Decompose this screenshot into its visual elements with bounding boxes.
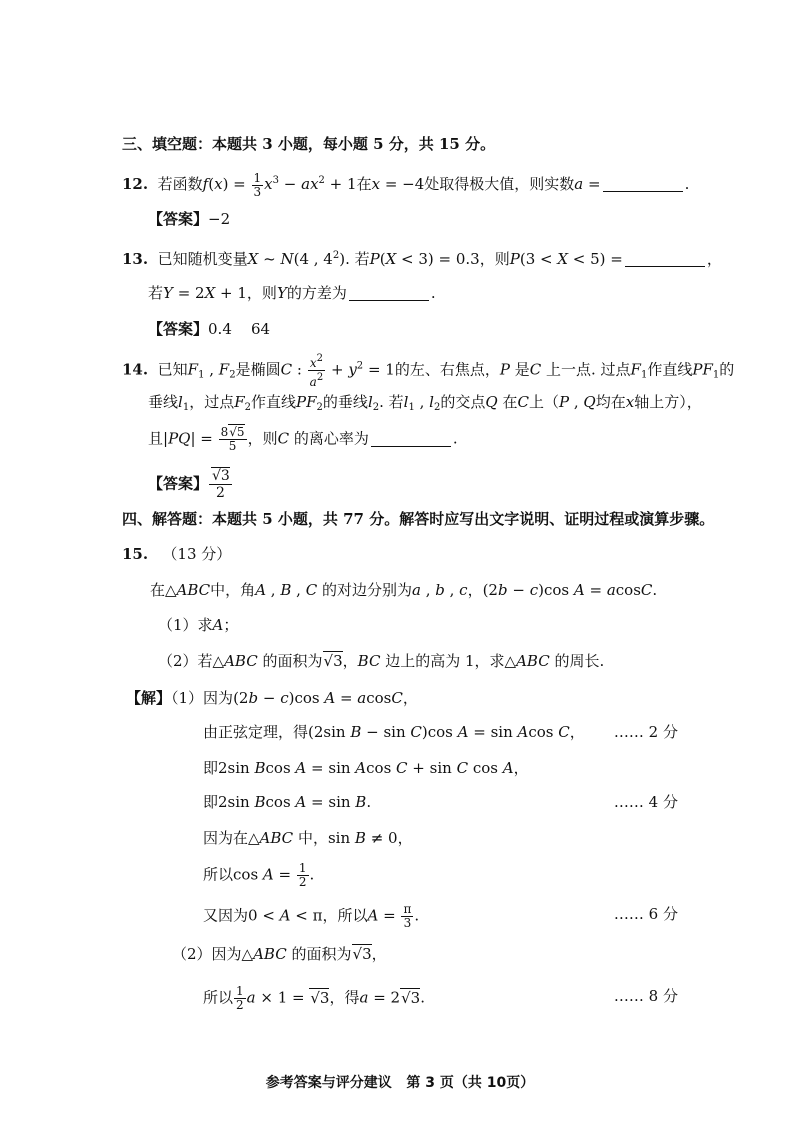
score-mark: …… 4 分 bbox=[613, 793, 678, 811]
question-14: 14. 已知$F_1$ , $F_2$是椭圆C : $\frac{x^2}{a^2}$ + $y^2 = 1$的左、右焦点，P 是C 上一点. 过点$F_1$作直线$PF_1$的 bbox=[122, 353, 735, 389]
q14-text: 的左、右焦点， bbox=[394, 360, 500, 379]
question-number: 12. bbox=[122, 175, 149, 193]
math-expr: f bbox=[202, 175, 209, 193]
q14-text: ，则 bbox=[247, 429, 278, 448]
q14-text: 的交点 bbox=[440, 393, 486, 411]
question-number: 14. bbox=[122, 360, 149, 379]
q14-text: 作直线 bbox=[251, 393, 297, 411]
q15-step-7: 又因为0 < A < π，所以A = $\frac{\pi}{3}$ . bbox=[203, 902, 420, 930]
fraction: $\frac{x^2}{a^2}$ bbox=[309, 353, 324, 389]
q14-text: ，过点 bbox=[189, 393, 235, 411]
q12-answer bbox=[148, 208, 230, 230]
solution-label: 【解】 bbox=[126, 689, 172, 707]
answer-label: 【答案】 bbox=[148, 210, 209, 228]
q15-part2: （2）若△ABC 的面积为√3，BC 边上的高为 1，求△ABC 的周长. bbox=[158, 652, 605, 670]
q14-text: 是椭圆 bbox=[235, 360, 281, 379]
answer-value: 0.4 64 bbox=[208, 320, 271, 338]
q14-line2: 垂线$l_1$，过点$F_2$作直线$PF_2$的垂线$l_2$. 若$l_1$ , $l_2$的交点Q 在C上（P , Q均在x轴上方）， bbox=[148, 393, 702, 413]
q14-end: . bbox=[452, 429, 458, 448]
q14-text: 且 bbox=[148, 429, 164, 448]
q14-text: 在 bbox=[502, 393, 518, 411]
q15-step-5: 因为在△ABC 中，sin B ≠ 0， bbox=[203, 829, 413, 847]
q14-text: 已知 bbox=[157, 360, 188, 379]
q15-step-3: 即2sin Bcos A = sin Acos C + sin C cos A， bbox=[203, 759, 529, 777]
q15-solution-2: （2）因为△ABC 的面积为√3， bbox=[172, 945, 387, 963]
q13-text: 已知随机变量 bbox=[157, 250, 248, 268]
q12-end: . bbox=[684, 175, 690, 193]
answer-label: 【答案】 bbox=[148, 320, 209, 338]
q13-text: ，则 bbox=[246, 284, 277, 302]
section4-heading: 四、解答题：本题共 5 小题，共 77 分。解答时应写出文字说明、证明过程或演算步骤。 bbox=[122, 510, 715, 528]
q13-text: . 若 bbox=[345, 250, 370, 268]
q14-answer bbox=[148, 468, 233, 501]
fraction: $\frac{\pi}{3}$ bbox=[403, 902, 412, 930]
question-points: （13 分） bbox=[162, 545, 232, 563]
q14-text: 上一点. 过点 bbox=[546, 360, 631, 379]
q15-step-6: 所以cos A = $\frac{1}{2}$ . bbox=[203, 861, 315, 889]
answer-value: −2 bbox=[208, 210, 231, 228]
score-mark: …… 8 分 bbox=[613, 987, 678, 1005]
q13-answer bbox=[148, 318, 270, 340]
q13-line2: 若Y = 2X + 1，则Y的方差为 . bbox=[148, 284, 436, 302]
q15-step-9: 所以 $\frac{1}{2}$ a × 1 = √3，得a = 2√3. bbox=[203, 984, 425, 1012]
q15-stem: 在△ABC中，角A , B , C 的对边分别为a , b , c，(2b − c)cos A = acosC. bbox=[150, 581, 658, 599]
q14-text: 均在 bbox=[595, 393, 626, 411]
question-15 bbox=[122, 543, 231, 565]
q14-text: 垂线 bbox=[148, 393, 179, 411]
score-mark: …… 2 分 bbox=[613, 723, 678, 741]
q13-text: 若 bbox=[148, 284, 164, 302]
answer-label: 【答案】 bbox=[148, 474, 209, 493]
fraction: $\frac{1}{2}$ bbox=[236, 984, 244, 1012]
q15-step-2: 由正弦定理，得(2sin B − sin C)cos A = sin Acos C， bbox=[203, 723, 585, 741]
q14-text: 的 bbox=[719, 360, 735, 379]
q12-text: 在 bbox=[356, 175, 372, 193]
fraction: $\frac{8√5}{5}$ bbox=[220, 425, 245, 453]
q14-text: 是 bbox=[514, 360, 530, 379]
fraction: $\frac{1}{3}$ bbox=[253, 170, 262, 199]
question-number: 13. bbox=[122, 250, 149, 268]
q12-text: 若函数 bbox=[157, 175, 203, 193]
q14-text: 的垂线 bbox=[322, 393, 368, 411]
q15-solution-1: 【解】（1）因为(2b − c)cos A = acosC， bbox=[126, 689, 418, 707]
question-13: 13. 已知随机变量X ~ N(4 , $4^2$). 若P(X < 3) = 0.3，则P(3 < X < 5) = ， bbox=[122, 250, 722, 268]
q13-end: ， bbox=[706, 250, 722, 268]
q14-text: 轴上方）， bbox=[634, 393, 702, 411]
q14-text: 作直线 bbox=[647, 360, 693, 379]
answer-blank bbox=[603, 191, 683, 192]
q14-text: 上（ bbox=[528, 393, 559, 411]
q13-text: 的方差为 bbox=[286, 284, 347, 302]
q14-text: 的离心率为 bbox=[293, 429, 369, 448]
answer-blank bbox=[349, 300, 429, 301]
q14-text: . 若 bbox=[379, 393, 404, 411]
fraction: $\frac{1}{2}$ bbox=[298, 861, 307, 889]
question-number: 15. bbox=[122, 545, 149, 563]
q13-text: ，则 bbox=[479, 250, 510, 268]
question-12: 12. 若函数f(x) = $\frac{1}{3}$ $x^3 - ax^2 + 1$在x = −4处取得极大值，则实数a = . bbox=[122, 170, 690, 199]
page-footer: 参考答案与评分建议 第 3 页（共 10页） bbox=[265, 1075, 535, 1091]
q15-step-4: 即2sin Bcos A = sin B. bbox=[203, 793, 372, 811]
answer-fraction: $\frac{√3}{2}$ bbox=[209, 468, 232, 501]
section3-heading: 三、填空题：本题共 3 小题，每小题 5 分，共 15 分。 bbox=[122, 135, 496, 153]
q12-text: 处取得极大值，则实数 bbox=[424, 175, 575, 193]
q14-line3: 且|PQ| = $\frac{8√5}{5}$ ，则C 的离心率为 . bbox=[148, 425, 458, 453]
answer-blank bbox=[371, 446, 451, 447]
q15-part1: （1）求A； bbox=[158, 616, 239, 634]
answer-blank bbox=[625, 266, 705, 267]
score-mark: …… 6 分 bbox=[613, 905, 678, 923]
